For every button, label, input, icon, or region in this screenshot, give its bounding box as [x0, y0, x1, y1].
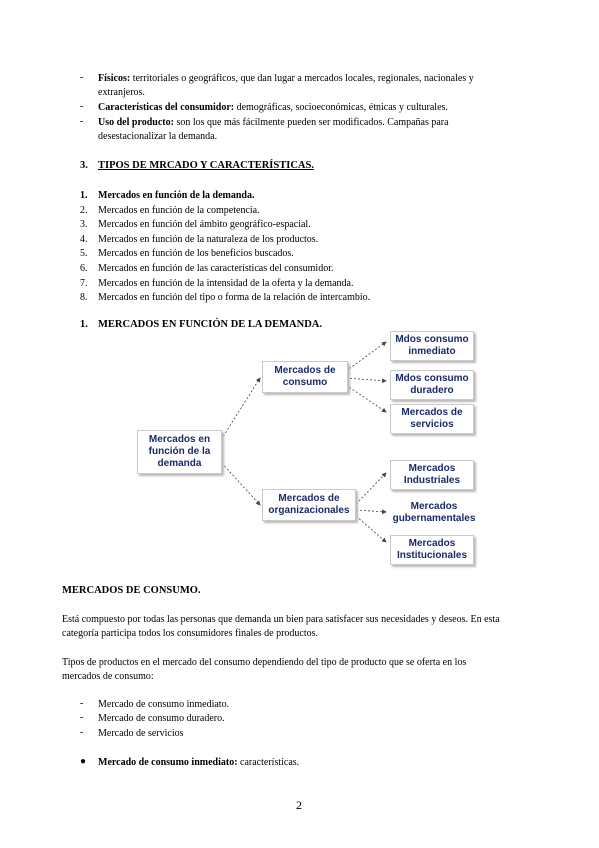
bullet-icon: ●: [80, 756, 87, 767]
connector-org-gubernamentales: [356, 510, 386, 512]
types-item-number: 3.: [80, 219, 88, 231]
paragraph-1-line-1: Está compuesto por todas las personas que demanda un bien para satisfacer sus necesidades y deseos. En esta: [62, 614, 500, 625]
connector-org-institucionales: [356, 516, 386, 542]
paragraph-2-line-2: mercados de consumo:: [62, 671, 154, 682]
diagram-node-root: Mercados en función de la demanda: [137, 430, 222, 474]
list-item-caracteristicas: Características del consumidor: demográficas, socioeconómicas, étnicas y culturales.: [98, 102, 448, 113]
types-item: Mercados en función del tipo o forma de la relación de intercambio.: [98, 292, 371, 304]
diagram-node-consumo: Mercados de consumo: [262, 361, 348, 393]
consumo-list-item: Mercado de consumo inmediato.: [98, 699, 230, 710]
types-item: Mercados en función de la naturaleza de los productos.: [98, 233, 319, 245]
consumo-list-item: Mercado de servicios: [98, 728, 184, 739]
list-dash: -: [80, 698, 84, 709]
list-item-fisicos-cont: extranjeros.: [98, 87, 145, 98]
consumo-heading: MERCADOS DE CONSUMO.: [62, 585, 201, 596]
connector-org-industriales: [356, 473, 386, 504]
diagram-node-duradero: Mdos consumo duradero: [390, 370, 474, 400]
connector-consumo-duradero: [346, 378, 386, 381]
bullet-item-inmediato: Mercado de consumo inmediato: características.: [98, 757, 300, 768]
types-item-number: 7.: [80, 277, 88, 289]
list-dash: -: [80, 116, 84, 127]
types-item: Mercados en función del ámbito geográfico-espacial.: [98, 219, 311, 231]
page-number: 2: [296, 798, 302, 812]
list-item-fisicos: Físicos: territoriales o geográficos, que dan lugar a mercados locales, regionales, nacionales y: [98, 73, 474, 84]
paragraph-1-line-2: categoría participa todos los consumidores finales de productos.: [62, 628, 319, 639]
types-item: Mercados en función de los beneficios buscados.: [98, 248, 294, 260]
connector-consumo-inmediato: [346, 342, 386, 371]
types-item: Mercados en función de la competencia.: [98, 204, 260, 216]
types-item-number: 2.: [80, 204, 88, 216]
list-dash: -: [80, 101, 84, 112]
types-item-number: 1.: [80, 190, 88, 201]
types-item: Mercados en función de las características del consumidor.: [98, 263, 334, 274]
list-item-uso: Uso del producto: son los que más fácilmente pueden ser modificados. Campañas para: [98, 117, 449, 128]
consumo-list-item: Mercado de consumo duradero.: [98, 713, 225, 724]
types-item: Mercados en función de la demanda.: [98, 190, 255, 201]
paragraph-2-line-1: Tipos de productos en el mercado del consumo dependiendo del tipo de producto que se oferta en los: [62, 657, 467, 668]
connector-root-organizacionales: [219, 460, 260, 505]
list-dash: -: [80, 72, 84, 83]
diagram-node-organizacionales: Mercados de organizacionales: [262, 489, 356, 521]
diagram-node-industriales: Mercados Industriales: [390, 460, 474, 490]
connector-root-consumo: [219, 378, 260, 443]
section-number: 3.: [80, 160, 88, 171]
connector-consumo-servicios: [346, 385, 386, 412]
subsection-number: 1.: [80, 319, 88, 330]
diagram-node-inmediato: Mdos consumo inmediato: [390, 331, 474, 361]
diagram-node-institucionales: Mercados Institucionales: [390, 535, 474, 565]
types-item-number: 4.: [80, 233, 88, 245]
list-item-uso-cont: desestacionalizar la demanda.: [98, 131, 218, 142]
list-dash: -: [80, 727, 84, 738]
types-item-number: 6.: [80, 263, 88, 274]
list-dash: -: [80, 712, 84, 723]
diagram-node-servicios: Mercados de servicios: [390, 404, 474, 434]
types-item-number: 8.: [80, 292, 88, 304]
types-item: Mercados en función de la intensidad de la oferta y la demanda.: [98, 277, 354, 289]
subsection-title: MERCADOS EN FUNCIÓN DE LA DEMANDA.: [98, 319, 323, 330]
section-title: TIPOS DE MRCADO Y CARACTERÍSTICAS.: [98, 160, 314, 171]
types-item-number: 5.: [80, 248, 88, 260]
diagram-node-gubernamentales: Mercados gubernamentales: [388, 501, 480, 529]
